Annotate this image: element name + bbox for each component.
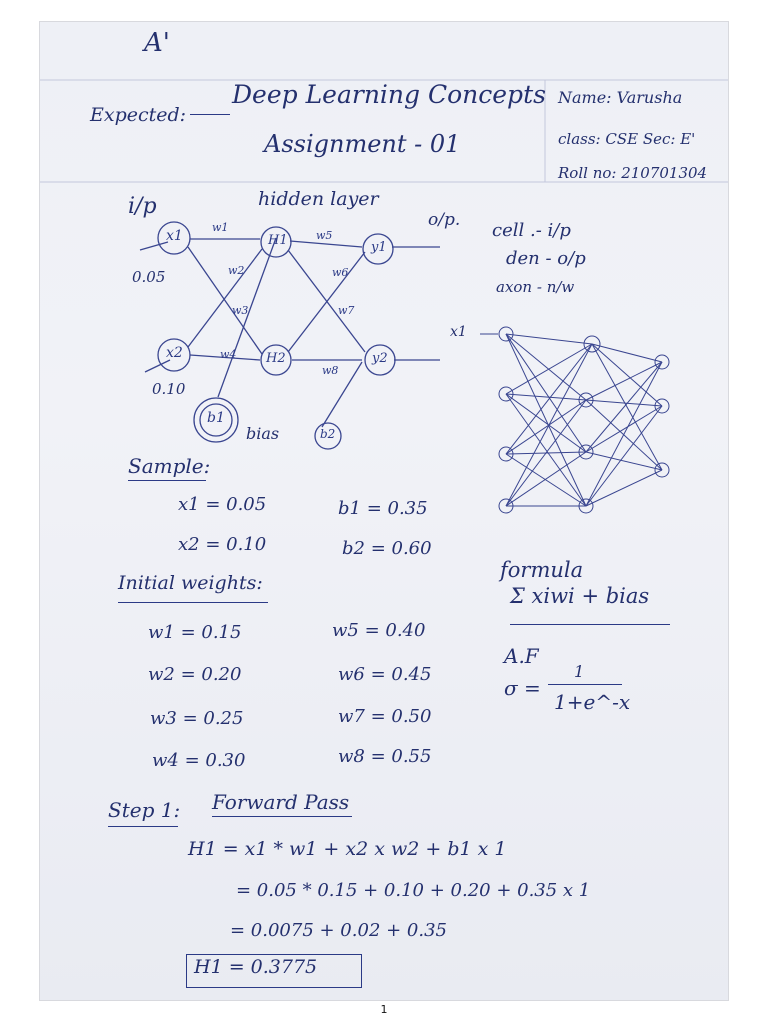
sigma-numerator: 1 <box>574 662 585 681</box>
weight-w2: w2 = 0.20 <box>148 664 242 685</box>
node-label-b1: b1 <box>207 410 225 426</box>
sample-x1: x1 = 0.05 <box>178 494 267 515</box>
node-label-y2: y2 <box>372 351 388 366</box>
step1-heading: Step 1: <box>108 798 181 822</box>
weight-w1: w1 = 0.15 <box>148 622 242 643</box>
dense-network-sketch <box>480 327 669 513</box>
note-axon: axon - n/w <box>496 278 575 296</box>
sigma-lhs: σ = <box>504 676 541 700</box>
note-cell: cell .- i/p <box>492 220 571 241</box>
student-name: Name: Varusha <box>558 88 683 107</box>
h1-formula: H1 = x1 * w1 + x2 x w2 + b1 x 1 <box>188 838 507 860</box>
roll-number: Roll no: 210701304 <box>558 164 708 182</box>
weight-w8: w8 = 0.55 <box>338 746 432 767</box>
weight-w3: w3 = 0.25 <box>150 708 244 729</box>
expected-underline <box>190 102 230 115</box>
student-class: class: CSE Sec: E' <box>558 130 696 148</box>
hidden-layer-label: hidden layer <box>258 188 379 210</box>
node-label-h1: H1 <box>268 233 288 248</box>
sample-heading: Sample: <box>128 454 211 478</box>
formula-expression: Σ xiwi + bias <box>510 584 650 608</box>
input-value-x1: 0.05 <box>132 268 166 286</box>
sample-underline <box>128 454 206 481</box>
h1-substitution: = 0.05 * 0.15 + 0.10 + 0.20 + 0.35 x 1 <box>236 880 591 901</box>
corner-mark: A' <box>144 28 170 58</box>
sigma-fraction-bar <box>548 670 622 685</box>
step1-underline <box>108 802 178 827</box>
node-label-y1: y1 <box>371 240 387 255</box>
activation-label: A.F <box>504 644 539 668</box>
output-layer-label: o/p. <box>428 210 461 230</box>
weight-w5: w5 = 0.40 <box>332 620 426 641</box>
step1-sub-underline <box>212 792 352 817</box>
node-label-x2: x2 <box>166 345 183 361</box>
note-dendrite: den - o/p <box>506 248 586 269</box>
node-label-b2: b2 <box>320 427 336 441</box>
h1-partial: = 0.0075 + 0.02 + 0.35 <box>230 920 447 941</box>
h1-result: H1 = 0.3775 <box>194 956 318 978</box>
expected-label: Expected: <box>90 104 187 126</box>
sample-b2: b2 = 0.60 <box>342 538 432 559</box>
weight-w4: w4 = 0.30 <box>152 750 246 771</box>
input-value-x2: 0.10 <box>152 380 186 398</box>
sample-x2: x2 = 0.10 <box>178 534 267 555</box>
weight-label-w6: w6 <box>332 266 349 279</box>
formula-underline <box>510 598 670 625</box>
weights-underline <box>118 576 268 603</box>
weight-w7: w7 = 0.50 <box>338 706 432 727</box>
formula-heading: formula <box>500 558 584 582</box>
dense-input-marker: x1 <box>450 324 467 340</box>
sample-b1: b1 = 0.35 <box>338 498 428 519</box>
notebook-page <box>40 22 728 1000</box>
weight-label-w2: w2 <box>228 264 245 277</box>
weight-label-w4: w4 <box>220 348 237 361</box>
node-label-x1: x1 <box>166 228 183 244</box>
weights-heading: Initial weights: <box>118 572 263 594</box>
input-layer-label: i/p <box>128 194 157 219</box>
page-number: 1 <box>380 1003 388 1016</box>
weight-label-w3: w3 <box>232 304 249 317</box>
node-label-h2: H2 <box>266 351 286 366</box>
weight-label-w8: w8 <box>322 364 339 377</box>
bias-label: bias <box>246 424 280 443</box>
weight-label-w5: w5 <box>316 229 333 242</box>
weight-label-w7: w7 <box>338 304 355 317</box>
sigma-denominator: 1+e^-x <box>554 690 631 714</box>
weight-w6: w6 = 0.45 <box>338 664 432 685</box>
assignment-title: Deep Learning Concepts <box>232 80 546 109</box>
neural-network-diagram <box>140 222 440 449</box>
weight-label-w1: w1 <box>212 221 229 234</box>
assignment-subtitle: Assignment - 01 <box>264 130 461 158</box>
step1-subheading: Forward Pass <box>212 790 350 814</box>
